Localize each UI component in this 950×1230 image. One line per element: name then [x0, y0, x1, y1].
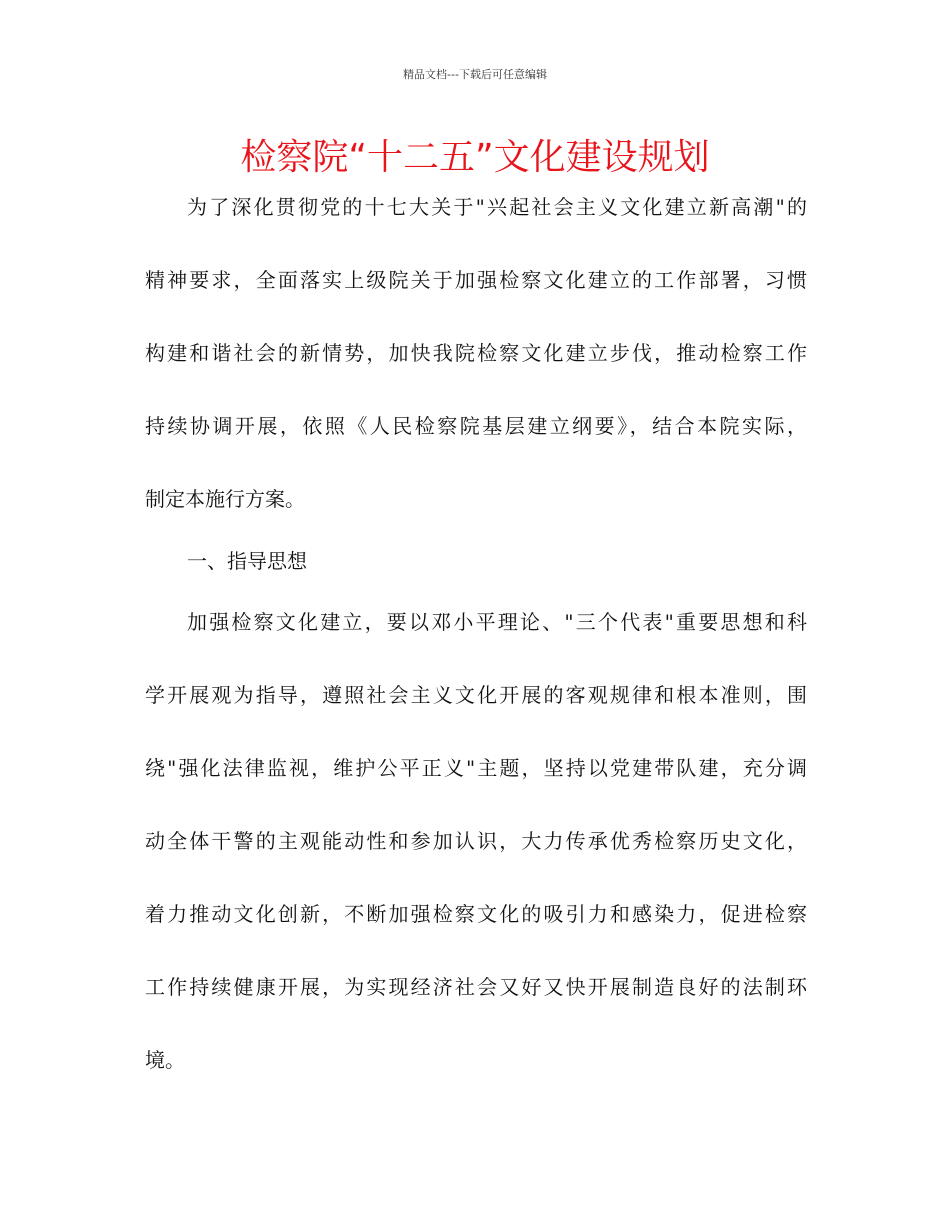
paragraph-1-line-3: 构建和谐社会的新情势，加快我院检察文化建立步伐，推动检察工作	[145, 341, 807, 365]
paragraph-1-line-1: 为了深化贯彻党的十七大关于"兴起社会主义文化建立新高潮"的	[187, 195, 807, 219]
paragraph-1-line-2: 精神要求，全面落实上级院关于加强检察文化建立的工作部署，习惯	[145, 268, 807, 292]
document-title: 检察院“十二五”文化建设规划	[240, 137, 710, 178]
paragraph-2-line-5: 着力推动文化创新，不断加强检察文化的吸引力和感染力，促进检察	[145, 902, 807, 926]
section-heading-guiding-ideology: 一、指导思想	[187, 549, 307, 573]
document-body	[145, 184, 807, 1087]
paragraph-2-line-3: 绕"强化法律监视，维护公平正义"主题，坚持以党建带队建，充分调	[145, 756, 807, 780]
paragraph-1-line-5: 制定本施行方案。	[145, 487, 305, 511]
paragraph-2-line-4: 动全体干警的主观能动性和参加认识，大力传承优秀检察历史文化，	[145, 829, 807, 853]
paragraph-1-line-4: 持续协调开展，依照《人民检察院基层建立纲要》，结合本院实际，	[145, 414, 807, 438]
paragraph-2-line-6: 工作持续健康开展，为实现经济社会又好又快开展制造良好的法制环	[145, 975, 807, 999]
paragraph-2-line-1: 加强检察文化建立，要以邓小平理论、"三个代表"重要思想和科	[187, 610, 807, 634]
paragraph-2-line-7: 境。	[145, 1048, 185, 1072]
header-note: 精品文档---下载后可任意编辑	[403, 68, 547, 81]
paragraph-2-line-2: 学开展观为指导，遵照社会主义文化开展的客观规律和根本准则，围	[145, 683, 807, 707]
